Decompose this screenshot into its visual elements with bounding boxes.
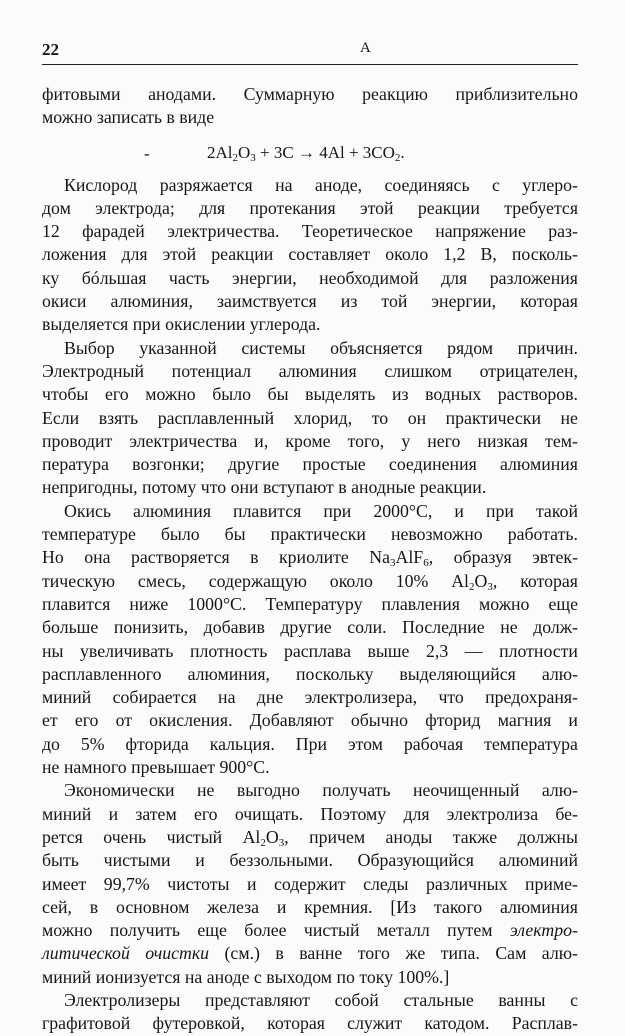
word: Суммарную — [243, 84, 335, 104]
word: не — [560, 407, 578, 428]
word: Поэтому — [320, 803, 387, 824]
word: расплавленного — [42, 663, 162, 684]
word: добавив — [203, 617, 265, 638]
word: и, — [254, 430, 269, 451]
word: выше — [367, 640, 410, 661]
word: кальция. — [209, 733, 275, 754]
word: плавления — [381, 593, 460, 614]
word: для — [121, 244, 148, 265]
text-line — [42, 803, 578, 826]
word: больше — [42, 617, 99, 638]
word: в — [89, 896, 99, 917]
word: тем- — [545, 430, 578, 451]
word: при — [485, 500, 514, 521]
word: Электролизеры — [64, 989, 181, 1010]
word: такой — [535, 500, 578, 521]
word: потенциал — [171, 360, 251, 381]
word: миний — [42, 803, 92, 824]
word: 5% — [80, 733, 105, 754]
word: заимствуется — [216, 291, 317, 312]
word: выделяющийся — [399, 663, 516, 684]
word: другие — [280, 617, 332, 638]
word: что — [438, 687, 464, 708]
word: Образующийся — [357, 850, 474, 871]
word: Теоретическое — [301, 221, 413, 242]
word: увеличивать — [80, 640, 174, 661]
word: железа — [207, 896, 260, 917]
text-line — [42, 989, 578, 1012]
word: протекания — [249, 197, 336, 218]
word: электрода; — [95, 197, 175, 218]
word: основном — [116, 896, 190, 917]
word: системы — [241, 337, 306, 358]
text-line: выделяется при окислении углерода. — [42, 314, 321, 335]
word: аноде, — [314, 174, 363, 195]
word: окиси — [42, 291, 87, 312]
text-line — [42, 243, 578, 266]
word: Окись — [64, 500, 111, 521]
word: составляет — [288, 244, 371, 265]
word: стальные — [403, 989, 474, 1010]
running-head: А — [360, 40, 371, 56]
word: беззольными. — [229, 850, 333, 871]
word: графитовой — [42, 1013, 131, 1034]
word: его — [74, 710, 99, 731]
word: следы — [363, 873, 409, 894]
word: энергии, — [431, 291, 497, 312]
word: рядом — [447, 337, 494, 358]
chemical-formula: $Na_3AlF_6$, — [369, 547, 434, 570]
word: того, — [347, 430, 385, 451]
text-line — [42, 453, 578, 476]
word: отрицателен, — [479, 360, 578, 381]
word: алюминия — [133, 500, 211, 521]
text-line: тическую смесь, содержащую около 10% $Al_2O_3$, которая — [42, 570, 578, 593]
paragraph — [42, 500, 578, 780]
text-line — [42, 337, 578, 360]
equation-text: $2Al_2O_3 + 3C \to 4Al + 3CO_2$. — [207, 142, 405, 164]
word: соединения — [388, 454, 477, 475]
word: ку — [42, 267, 60, 288]
word: ны — [42, 640, 64, 661]
text-line — [42, 616, 578, 639]
word: энергии, — [231, 267, 297, 288]
word: указанной — [139, 337, 217, 358]
word: было — [160, 524, 200, 545]
word: от — [115, 710, 133, 731]
word: Если — [42, 407, 80, 428]
word: фарадей — [82, 221, 145, 242]
text-line — [42, 733, 578, 756]
word: алюминия — [278, 360, 357, 381]
word: чистоты — [167, 873, 230, 894]
word: электричества — [129, 430, 238, 451]
word: поскольку — [295, 663, 374, 684]
word: с — [491, 174, 500, 195]
paragraph — [42, 779, 578, 989]
word: ниже — [129, 593, 169, 614]
word: посколь- — [511, 244, 578, 265]
word: пература — [42, 454, 109, 475]
word: электролиза — [446, 803, 539, 824]
text-line — [42, 83, 578, 106]
word: 1,2 — [443, 244, 466, 265]
word: температура — [484, 733, 578, 754]
word: плавится — [233, 500, 302, 521]
word: ложения — [42, 244, 107, 265]
text-line: можно записать в виде — [42, 107, 215, 128]
word: такого — [433, 896, 483, 917]
text-line — [42, 500, 578, 523]
word: алюминия, — [187, 663, 270, 684]
word: 2000°С, — [373, 500, 433, 521]
word: фторид — [425, 710, 481, 731]
word: Последние — [402, 617, 485, 638]
word: раз- — [548, 221, 578, 242]
word: плавится — [42, 593, 111, 614]
chemical-formula: $Al_2O_3$, — [451, 570, 498, 593]
word: алюминия, — [110, 291, 193, 312]
word: не — [500, 617, 518, 638]
word: и — [246, 873, 257, 894]
word: водных — [425, 384, 482, 405]
word: быть — [42, 850, 79, 871]
word: практически — [445, 407, 541, 428]
word: алюминия — [499, 454, 578, 475]
word: очищать. — [234, 803, 304, 824]
word: чистыми — [103, 850, 171, 871]
word: [Из — [390, 896, 417, 917]
word: 99,7% — [103, 873, 150, 894]
text-line: не намного превышает 900°С. — [42, 757, 270, 778]
word: плотность — [189, 640, 268, 661]
word: на — [218, 687, 236, 708]
word: другие — [227, 454, 280, 475]
word: миний — [42, 687, 92, 708]
paragraph — [42, 337, 578, 500]
word: причин. — [517, 337, 578, 358]
word: него — [427, 430, 461, 451]
word: бы — [224, 524, 246, 545]
word: электролизера, — [304, 687, 418, 708]
word: он — [407, 407, 427, 428]
word: и — [108, 803, 119, 824]
word: разложения — [489, 267, 578, 288]
word: затем — [135, 803, 177, 824]
word: представляют — [205, 989, 310, 1010]
word: расплавленный — [157, 407, 275, 428]
word: Температуру — [265, 593, 363, 614]
word: предохраня- — [485, 687, 578, 708]
word: реакции — [211, 244, 274, 265]
word: бе- — [555, 803, 578, 824]
text-line — [42, 896, 578, 919]
word: слишком — [384, 360, 452, 381]
word: еще — [548, 593, 578, 614]
text-line — [42, 1012, 578, 1035]
word: и — [568, 710, 578, 731]
word: Экономически — [64, 780, 175, 801]
paragraph — [42, 989, 578, 1036]
word: реакции — [417, 197, 480, 218]
word: этой — [359, 197, 394, 218]
word: часть — [168, 267, 210, 288]
word: необходимой — [319, 267, 419, 288]
word: понизить, — [113, 617, 189, 638]
text-line — [42, 383, 578, 406]
text-line: непригодны, потому что они вступают в анодные реакции. — [42, 477, 487, 498]
word: рабочая — [403, 733, 464, 754]
word: разряжается — [159, 174, 253, 195]
word: из — [340, 291, 358, 312]
word: фторида — [125, 733, 189, 754]
word: было — [212, 384, 251, 405]
word: 1000°С. — [187, 593, 247, 614]
word: дом — [42, 197, 71, 218]
word: алюминия — [500, 896, 578, 917]
text-line: можно получить еще более чистый металл путем электро- — [42, 920, 578, 941]
word: реакцию — [362, 84, 428, 104]
word: анодами. — [148, 84, 217, 104]
word: Кислород — [64, 174, 138, 195]
word: и — [454, 500, 464, 521]
word: и — [276, 896, 287, 917]
text-line — [42, 290, 578, 313]
word: не — [196, 780, 215, 801]
word: приблизительно — [455, 84, 578, 104]
text-line — [42, 779, 578, 802]
page-number: 22 — [42, 40, 59, 59]
word: до — [42, 733, 60, 754]
word: 12 — [42, 221, 60, 242]
chemical-formula: $Al_2O_3$, — [242, 826, 289, 849]
text-line — [42, 640, 578, 663]
word: фитовыми — [42, 84, 121, 104]
word: ванны — [498, 989, 546, 1010]
word: этом — [347, 733, 383, 754]
word: ет — [42, 710, 58, 731]
word: для — [199, 197, 226, 218]
word: то — [371, 407, 389, 428]
word: можно — [479, 593, 530, 614]
word: хлорид, — [293, 407, 353, 428]
word: температуре — [42, 524, 136, 545]
text-line — [42, 174, 578, 197]
word: 2,3 — [426, 640, 449, 661]
text-line — [42, 663, 578, 686]
word: около — [385, 244, 429, 265]
word: для — [403, 803, 430, 824]
word: для — [441, 267, 468, 288]
text-line: рется очень чистый $Al_2O_3$, причем аноды также должны — [42, 826, 578, 849]
word: сей, — [42, 896, 72, 917]
word: с — [570, 989, 578, 1010]
word: — — [464, 640, 483, 661]
word: практически — [270, 524, 366, 545]
equation-dash: - — [144, 143, 150, 163]
word: и — [195, 850, 205, 871]
word: невозможно — [390, 524, 483, 545]
word: долж- — [533, 617, 578, 638]
text-line — [42, 686, 578, 709]
word: Выбор — [64, 337, 115, 358]
word: требуется — [504, 197, 578, 218]
text-line — [42, 849, 578, 872]
word: растворов. — [497, 384, 578, 405]
word: выгодно — [236, 780, 300, 801]
word: чтобы — [42, 384, 89, 405]
word: соединяясь — [384, 174, 470, 195]
word: которая — [520, 291, 578, 312]
word: напряжение — [435, 221, 526, 242]
word: футеровкой, — [152, 1013, 245, 1034]
word: Добавляют — [249, 710, 334, 731]
word: дне — [256, 687, 284, 708]
word: Расплав- — [511, 1013, 578, 1034]
word: бы — [267, 384, 289, 405]
word: служит — [347, 1013, 403, 1034]
word: на — [275, 174, 293, 195]
book-page — [42, 38, 578, 1036]
word: соли. — [347, 617, 387, 638]
word: кремния. — [304, 896, 373, 917]
word: при — [323, 500, 352, 521]
text-line — [42, 220, 578, 243]
word: выделять — [305, 384, 376, 405]
word: магния — [497, 710, 552, 731]
text-line — [42, 873, 578, 896]
text-line — [42, 267, 578, 290]
word: расплава — [283, 640, 351, 661]
word: той — [381, 291, 408, 312]
word: получать — [322, 780, 391, 801]
word: В, — [480, 244, 497, 265]
word: из — [391, 384, 409, 405]
text-line — [42, 709, 578, 732]
word: содержит — [273, 873, 346, 894]
text-line: литической очистки (см.) в ванне того же типа. Сам алю- — [42, 943, 578, 964]
word: собой — [334, 989, 379, 1010]
body-text — [42, 83, 578, 1036]
word: Электродный — [42, 360, 144, 381]
text-line: Но она растворяется в криолите $Na_3AlF_6$, образуя эвтек- — [42, 547, 578, 570]
word: приме- — [524, 873, 578, 894]
word: неочищенный — [413, 780, 520, 801]
text-line — [42, 523, 578, 546]
word: у — [401, 430, 411, 451]
text-line — [42, 430, 578, 453]
word: бóльшая — [81, 267, 147, 288]
word: катодом. — [424, 1013, 490, 1034]
paragraph — [42, 174, 578, 337]
word: углеро- — [522, 174, 578, 195]
reaction-equation — [42, 130, 578, 174]
word: этой — [162, 244, 197, 265]
word: работать. — [507, 524, 578, 545]
word: объясняется — [330, 337, 423, 358]
word: взять — [98, 407, 139, 428]
word: возгонки; — [132, 454, 205, 475]
word: алю- — [541, 780, 578, 801]
word: его — [104, 384, 129, 405]
word: различных — [425, 873, 508, 894]
word: проводит — [42, 430, 113, 451]
word: имеет — [42, 873, 87, 894]
word: которая — [267, 1013, 325, 1034]
word: можно — [145, 384, 196, 405]
text-line: миний ионизуется на аноде с выходом по току 100%.] — [42, 966, 450, 987]
word: его — [193, 803, 218, 824]
word: кроме — [285, 430, 331, 451]
text-line — [42, 407, 578, 430]
text-line — [42, 360, 578, 383]
page-header — [42, 38, 578, 65]
text-line — [42, 197, 578, 220]
word: алюминий — [498, 850, 578, 871]
word: простые — [302, 454, 366, 475]
word: электричества. — [167, 221, 280, 242]
word: обычно — [350, 710, 409, 731]
word: алю- — [541, 663, 578, 684]
word: окисления. — [149, 710, 233, 731]
word: плотности — [499, 640, 578, 661]
word: При — [295, 733, 328, 754]
word: низкая — [477, 430, 528, 451]
text-line — [42, 593, 578, 616]
word: собирается — [112, 687, 197, 708]
